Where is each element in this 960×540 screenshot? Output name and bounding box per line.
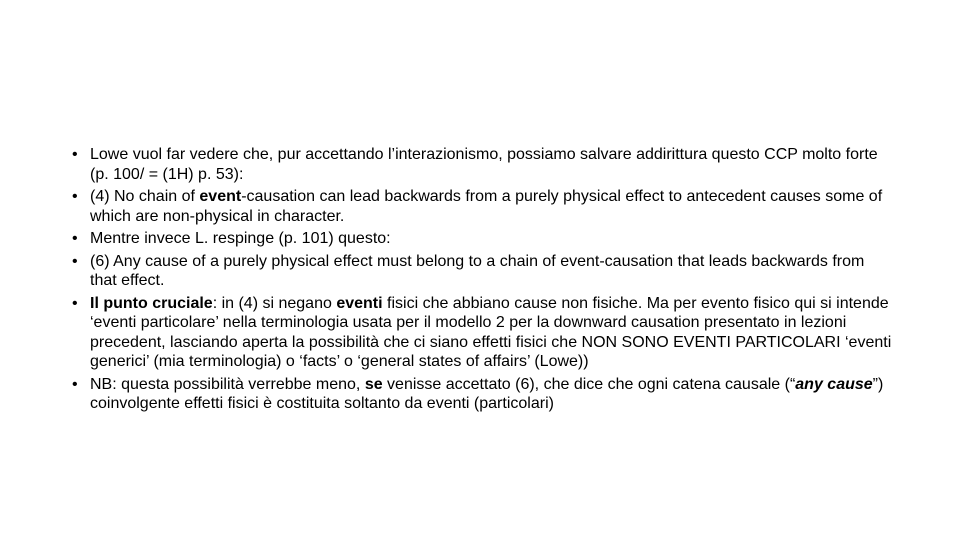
bullet-marker: •: [72, 188, 78, 205]
bullet-text: Lowe vuol far vedere che, pur accettando l’interazionismo, possiamo salvare addirittura questo CCP molto forte (p. 100/ = (1H) p. 53):: [90, 146, 878, 183]
bullet-item-nb: [72, 375, 892, 414]
bullet-item-crucial-point: [72, 294, 892, 372]
bullet-text-bold: Il punto cruciale: [90, 294, 213, 312]
bullet-marker: •: [72, 375, 78, 393]
bullet-item-thesis-6: [72, 252, 892, 291]
bullet-text-bold: event: [199, 188, 242, 205]
bullet-item-thesis-4: [72, 187, 892, 226]
bullet-text-part: NB: questa possibilità verrebbe meno,: [90, 375, 365, 393]
bullet-text-part: : in (4) si negano: [212, 294, 337, 312]
bullet-list: [72, 145, 892, 417]
bullet-text: Mentre invece L. respinge (p. 101) questo:: [90, 230, 391, 247]
bullet-text-bold: eventi: [336, 294, 383, 312]
bullet-text-part: fisici che abbiano cause non fisiche. Ma per evento fisico qui si intende ‘eventi particolare’ nella terminologia usata per il modello 2 per la downward causation presentato in lezioni precedent, lasciando aperta la possibilità che ci siano effetti fisici che NON SONO EVENTI PARTICOLARI ‘eventi generici’ (mia terminologia) o ‘facts’ o ‘general states of affairs’ (Lowe)): [90, 294, 892, 370]
bullet-text-bold-italic: any cause: [795, 375, 873, 393]
bullet-marker: •: [72, 230, 78, 247]
bullet-marker: •: [72, 146, 78, 163]
bullet-text-part: ”) coinvolgente effetti fisici è costituita soltanto da eventi (particolari): [90, 375, 884, 412]
bullet-text-part: venisse accettato (6), che dice che ogni catena causale (“: [382, 375, 796, 393]
bullet-marker: •: [72, 294, 78, 312]
bullet-item-rejection: [72, 229, 892, 249]
bullet-text-part: -causation can lead backwards from a purely physical effect to antecedent causes some of which are non-physical in character.: [90, 188, 883, 225]
bullet-item-lowe-intro: [72, 145, 892, 184]
bullet-text-part: (4) No chain of: [90, 188, 200, 205]
bullet-text-bold: se: [364, 375, 383, 393]
bullet-text: (6) Any cause of a purely physical effect must belong to a chain of event-causation that leads backwards from that effect.: [90, 252, 865, 289]
bullet-marker: •: [72, 252, 78, 270]
